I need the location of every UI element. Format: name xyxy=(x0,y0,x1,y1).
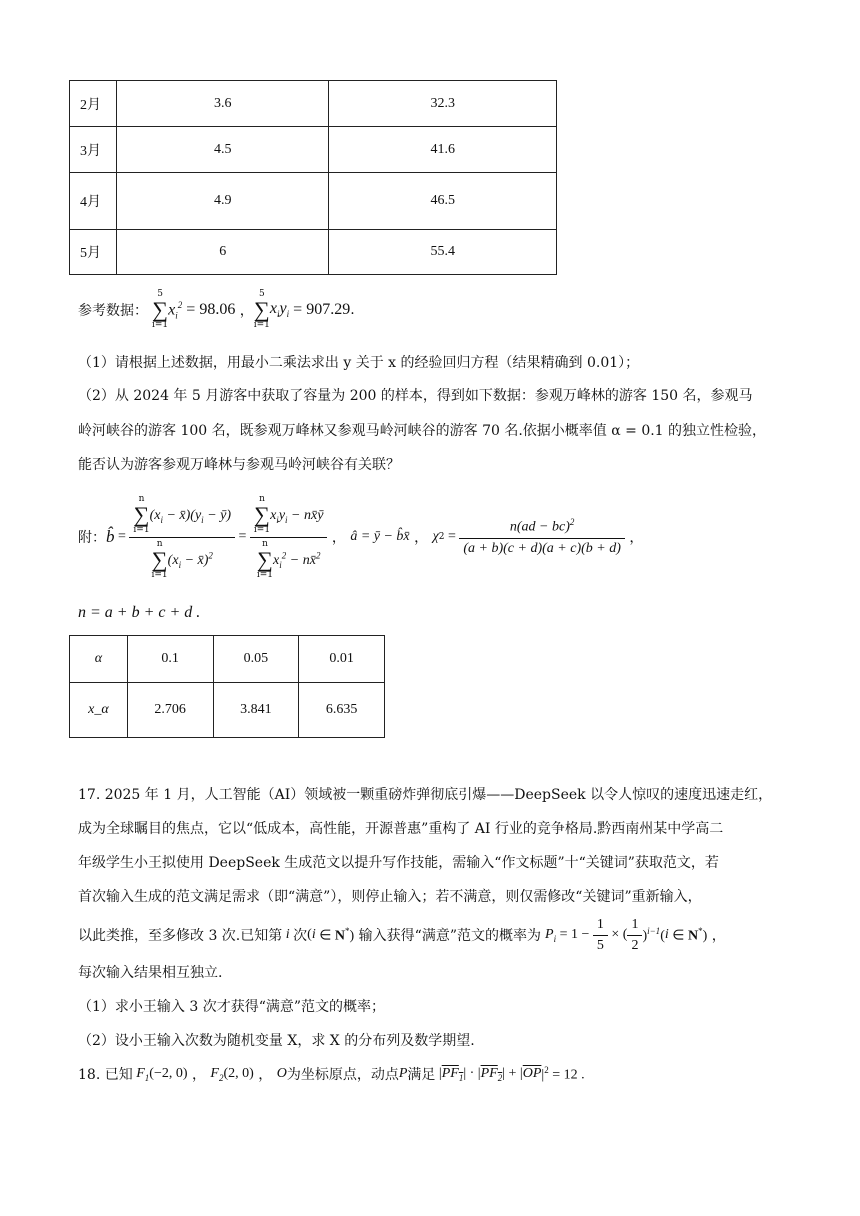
y-cell: 46.5 xyxy=(329,173,557,230)
appendix-formulas: 附： b̂ = n ∑ $i=1(x_i$ − $x̄)(y_i$ − ȳ) n ∑ $i=1(x_i$ − x̄)$^2$ = n ∑ $i=1x_iy_i$ − nx̄ȳ n ∑ $i=1x_i^2$ − nx̄$^2$ ， â = ȳ − b̂x̄ ， χ 2 = $\frac{n(ad - bc)^2}{(a + b)(c + d)(a + c)(b + d)}$ ， xyxy=(78,493,644,580)
question-16-part-2: （2）从 2024 年 5 月游客中获取了容量为 200 的样本，得到如下数据：参观万峰林的游客 150 名，参观马 xyxy=(78,388,753,404)
fraction-one-half: $\frac{1}{2}$ xyxy=(627,917,642,954)
reference-data: 参考数据： 5 ∑ i=1 $x_i^2$ = 98.06 ， 5 ∑ i=1 $x_iy_i$ = 907.29 . xyxy=(78,289,355,330)
table-row xyxy=(70,683,385,738)
question-17-part-1: （1）求小王输入 3 次才获得“满意”范文的概率； xyxy=(78,999,386,1015)
month-cell: 3月 xyxy=(70,127,117,173)
critical-value: 2.706 xyxy=(127,683,213,738)
alpha-value: 0.01 xyxy=(299,636,385,683)
critical-value-table xyxy=(69,635,385,738)
fraction-one-fifth: $\frac{1}{5}$ xyxy=(593,917,608,954)
a-hat-formula: â = ȳ − b̂x̄ xyxy=(350,529,410,544)
reference-label: 参考数据： xyxy=(78,303,148,319)
chi-square-formula: $\frac{n(ad - bc)^2}{(a + b)(c + d)(a + c)(b + d)}$ xyxy=(459,517,625,557)
question-17-text: 成为全球瞩目的焦点，它以“低成本，高性能，开源普惠”重构了 AI 行业的竞争格局.黔西南州某中学高二 xyxy=(78,821,724,837)
table-row xyxy=(70,230,557,275)
x-cell: 4.9 xyxy=(116,173,329,230)
sum-xy-value: 907.29 xyxy=(306,301,351,318)
alpha-header: α xyxy=(70,636,128,683)
data-table xyxy=(69,80,557,275)
question-17-part-2: （2）设小王输入次数为随机变量 X，求 X 的分布列及数学期望. xyxy=(78,1033,475,1049)
y-cell: 41.6 xyxy=(329,127,557,173)
question-17-text: 首次输入生成的范文满足需求（即“满意”），则停止输入；若不满意，则仅需修改“关键词”重新输入， xyxy=(78,889,702,905)
question-16-part-1: （1）请根据上述数据，用最小二乘法求出 y 关于 x 的经验回归方程（结果精确到 0.01）； xyxy=(78,355,640,371)
alpha-value: 0.05 xyxy=(213,636,299,683)
month-cell: 2月 xyxy=(70,81,117,127)
sum-symbol: 5 ∑ i=1 xyxy=(253,289,270,330)
question-17-probability-line: 以此类推，至多修改 3 次.已知第 i 次 ( i ∈ N*) 输入获得“满意”范文的概率为 $P_i$ = 1 − $\frac{1}{5}$ × ( $\frac{1}{2}$ )$^{i-1}$( i ∈ N*) ， xyxy=(78,916,726,953)
question-17-text: 输入获得“满意”范文的概率为 xyxy=(358,928,541,944)
critical-value: 3.841 xyxy=(213,683,299,738)
month-cell: 5月 xyxy=(70,230,117,275)
x-cell: 4.5 xyxy=(116,127,329,173)
question-18-text: 满足 xyxy=(407,1067,436,1083)
b-hat-formula-2: n ∑ $i=1x_iy_i$ − nx̄ȳ n ∑ $i=1x_i^2$ − nx̄$^2$ xyxy=(250,495,328,580)
alpha-value: 0.1 xyxy=(127,636,213,683)
appendix-label: 附： xyxy=(78,530,106,546)
critical-value: 6.635 xyxy=(299,683,385,738)
table-row xyxy=(70,636,385,683)
question-17-text: 以此类推，至多修改 3 次.已知第 xyxy=(78,928,283,944)
table-row xyxy=(70,127,557,173)
b-hat-formula-1: n ∑ $i=1(x_i$ − $x̄)(y_i$ − ȳ) n ∑ $i=1(x_i$ − x̄)$^2$ xyxy=(129,495,235,580)
y-cell: 32.3 xyxy=(329,81,557,127)
month-cell: 4月 xyxy=(70,173,117,230)
question-17-text: 17. 2025 年 1 月，人工智能（AI）领域被一颗重磅炸弹彻底引爆——DeepSeek 以令人惊叹的速度迅速走红， xyxy=(78,787,773,803)
question-18-text: 为坐标原点，动点 xyxy=(286,1067,399,1083)
question-17-text: 年级学生小王拟使用 DeepSeek 生成范文以提升写作技能，需输入“作文标题”十“关键词”获取范文，若 xyxy=(78,855,719,871)
x-cell: 3.6 xyxy=(116,81,329,127)
table-row xyxy=(70,81,557,127)
y-cell: 55.4 xyxy=(329,230,557,275)
x-cell: 6 xyxy=(116,230,329,275)
table-row xyxy=(70,173,557,230)
question-16-part-2: 能否认为游客参观万峰林与参观马岭河峡谷有关联？ xyxy=(78,457,400,473)
question-16-part-2: 岭河峡谷的游客 100 名，既参观万峰林又参观马岭河峡谷的游客 70 名.依据小概率值 α = 0.1 的独立性检验， xyxy=(78,423,767,439)
question-18-text: 18. 已知 $F_1$ (−2, 0) ， $F_2$ (2, 0) ， O 为坐标原点，动点 P 满足 | $PF_1$ | · | $PF_2$ | + | $\overline{OP}$ $|^2 = 12$ . xyxy=(78,1064,585,1083)
x-alpha-header: x_α xyxy=(70,683,128,738)
question-18-text: 18. 已知 xyxy=(78,1067,133,1083)
sum-x-squared-value: 98.06 xyxy=(199,301,236,318)
question-17-text: 每次输入结果相互独立. xyxy=(78,965,223,981)
n-formula: n = a + b + c + d . xyxy=(78,604,201,621)
sum-symbol: 5 ∑ i=1 xyxy=(152,289,169,330)
